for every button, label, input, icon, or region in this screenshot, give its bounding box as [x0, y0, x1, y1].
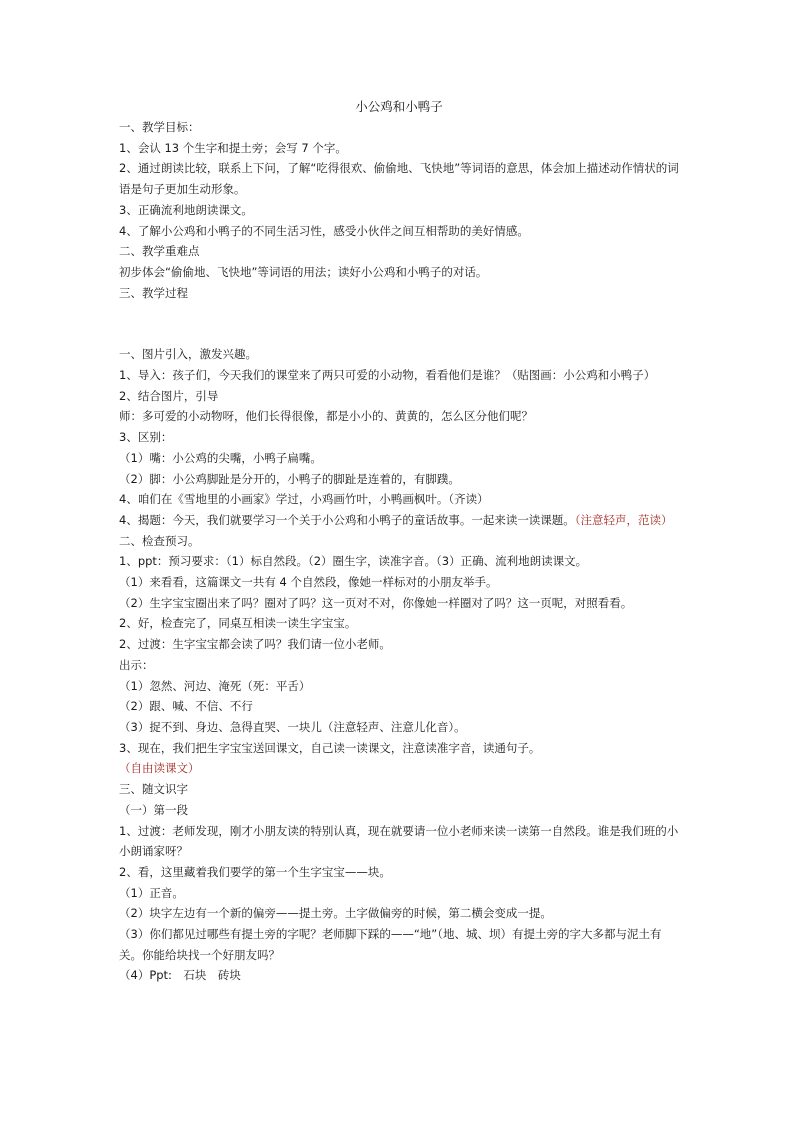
text-line — [119, 924, 679, 965]
line-text: （1）正音。 — [119, 885, 184, 900]
line-text: 3、正确流利地朗读课文。 — [119, 202, 253, 217]
line-text: （2）脚：小公鸡脚趾是分开的，小鸭子的脚趾是连着的，有脚蹼。 — [119, 471, 460, 486]
text-line — [119, 593, 679, 614]
text-line — [119, 158, 679, 199]
text-line — [119, 138, 679, 159]
line-text: （1）忽然、河边、淹死（死：平舌） — [119, 678, 311, 693]
text-line — [119, 717, 679, 738]
text-line — [119, 200, 679, 221]
line-text: （一）第一段 — [119, 802, 188, 817]
blank-gap — [119, 303, 679, 344]
text-line — [119, 365, 679, 386]
text-line — [119, 965, 679, 986]
text-line — [119, 676, 679, 697]
line-text: 三、随文识字 — [119, 782, 188, 797]
line-text: 2、看，这里藏着我们要学的第一个生字宝宝——块。 — [119, 864, 391, 879]
line-text: 2、通过朗读比较，联系上下问，了解“吃得很欢、偷偷地、飞快地”等词语的意思，体会加上描述动作情状的词语是句子更加生动形象。 — [119, 161, 679, 197]
line-text: （1）来看看，这篇课文一共有 4 个自然段，像她一样标对的小朋友举手。 — [119, 575, 498, 590]
line-text: （2）跟、喊、不信、不行 — [119, 699, 253, 714]
line-text: 一、教学目标： — [119, 120, 200, 134]
text-line — [119, 241, 679, 262]
line-text: 二、教学重难点 — [119, 244, 200, 259]
line-text: 一、图片引入，激发兴趣。 — [119, 347, 257, 362]
text-line — [119, 448, 679, 469]
text-line — [119, 903, 679, 924]
text-line — [119, 696, 679, 717]
text-line — [119, 551, 679, 572]
text-line — [119, 800, 679, 821]
text-line — [119, 821, 679, 862]
text-line — [119, 862, 679, 883]
text-line — [119, 883, 679, 904]
text-line — [119, 386, 679, 407]
text-line — [119, 117, 679, 138]
line-text: 初步体会“偷偷地、飞快地”等词语的用法；读好小公鸡和小鸭子的对话。 — [119, 264, 488, 279]
line-text: 1、过渡：老师发现，刚才小朋友读的特别认真，现在就要请一位小老师来读一读第一自然段。谁是我们班的小小朗诵家呀？ — [119, 823, 679, 859]
line-text: 4、揭题：今天，我们就要学习一个关于小公鸡和小鸭子的童话故事。一起来读一读课题。 — [119, 512, 575, 527]
line-text: 出示： — [119, 657, 154, 672]
line-text: （2）生字宝宝圈出来了吗？圈对了吗？这一页对不对，你像她一样圈对了吗？这一页呢，对照看看。 — [119, 595, 633, 610]
text-line — [119, 221, 679, 242]
text-line — [119, 406, 679, 427]
text-line — [119, 634, 679, 655]
line-text: 1、ppt：预习要求：（1）标自然段。（2）圈生字，读准字音。（3）正确、流利地朗读课文。 — [119, 554, 588, 569]
line-text: 2、结合图片，引导 — [119, 388, 219, 403]
text-line — [119, 469, 679, 490]
line-text: （3）捉不到、身边、急得直哭、一块儿（注意轻声、注意儿化音）。 — [119, 719, 466, 734]
text-line — [119, 427, 679, 448]
text-line — [119, 613, 679, 634]
line-text: 二、检查预习。 — [119, 533, 200, 548]
line-text: （2）块字左边有一个新的偏旁——提土旁。土字做偏旁的时候，第二横会变成一提。 — [119, 906, 552, 921]
text-line — [119, 262, 679, 283]
text-line — [119, 738, 679, 759]
line-text: 三、教学过程 — [119, 285, 188, 300]
line-text: 3、现在，我们把生字宝宝送回课文，自己读一读课文，注意读准字音，读通句子。 — [119, 740, 541, 755]
line-text: 4、了解小公鸡和小鸭子的不同生活习性，感受小伙伴之间互相帮助的美好情感。 — [119, 223, 529, 238]
line-text: 2、过渡：生字宝宝都会读了吗？我们请一位小老师。 — [119, 637, 391, 652]
text-line — [119, 510, 679, 531]
highlight-note: （注意轻声，范读） — [574, 512, 673, 527]
line-text: （4）Ppt: 石块 砖块 — [119, 968, 241, 983]
text-line — [119, 655, 679, 676]
document-title: 小公鸡和小鸭子 — [355, 99, 443, 114]
section-objectives — [119, 117, 679, 303]
text-line — [119, 572, 679, 593]
line-text: 2、好，检查完了，同桌互相读一读生字宝宝。 — [119, 616, 357, 631]
text-line — [119, 489, 679, 510]
text-line — [119, 758, 679, 779]
section-process — [119, 344, 679, 986]
text-line — [119, 779, 679, 800]
line-text: 1、导入：孩子们，今天我们的课堂来了两只可爱的小动物，看看他们是谁？（贴图画：小公鸡和小鸭子） — [119, 368, 656, 383]
document-page — [119, 96, 679, 986]
highlight-note: （自由读课文） — [119, 761, 200, 776]
line-text: （1）嘴：小公鸡的尖嘴，小鸭子扁嘴。 — [119, 450, 322, 465]
line-text: 3、区别： — [119, 430, 173, 445]
line-text: 师：多可爱的小动物呀，他们长得很像，都是小小的、黄黄的，怎么区分他们呢？ — [119, 409, 533, 424]
text-line — [119, 283, 679, 304]
text-line — [119, 344, 679, 365]
line-text: （3）你们都见过哪些有提土旁的字呢？老师脚下踩的——“地”（地、城、坝）有提土旁的字大多都与泥土有关。你能给块找一个好朋友吗？ — [119, 927, 662, 962]
line-text: 1、会认 13 个生字和提土旁；会写 7 个字。 — [119, 140, 347, 155]
text-line — [119, 531, 679, 552]
line-text: 4、咱们在《雪地里的小画家》学过，小鸡画竹叶，小鸭画枫叶。（齐读） — [119, 492, 489, 507]
